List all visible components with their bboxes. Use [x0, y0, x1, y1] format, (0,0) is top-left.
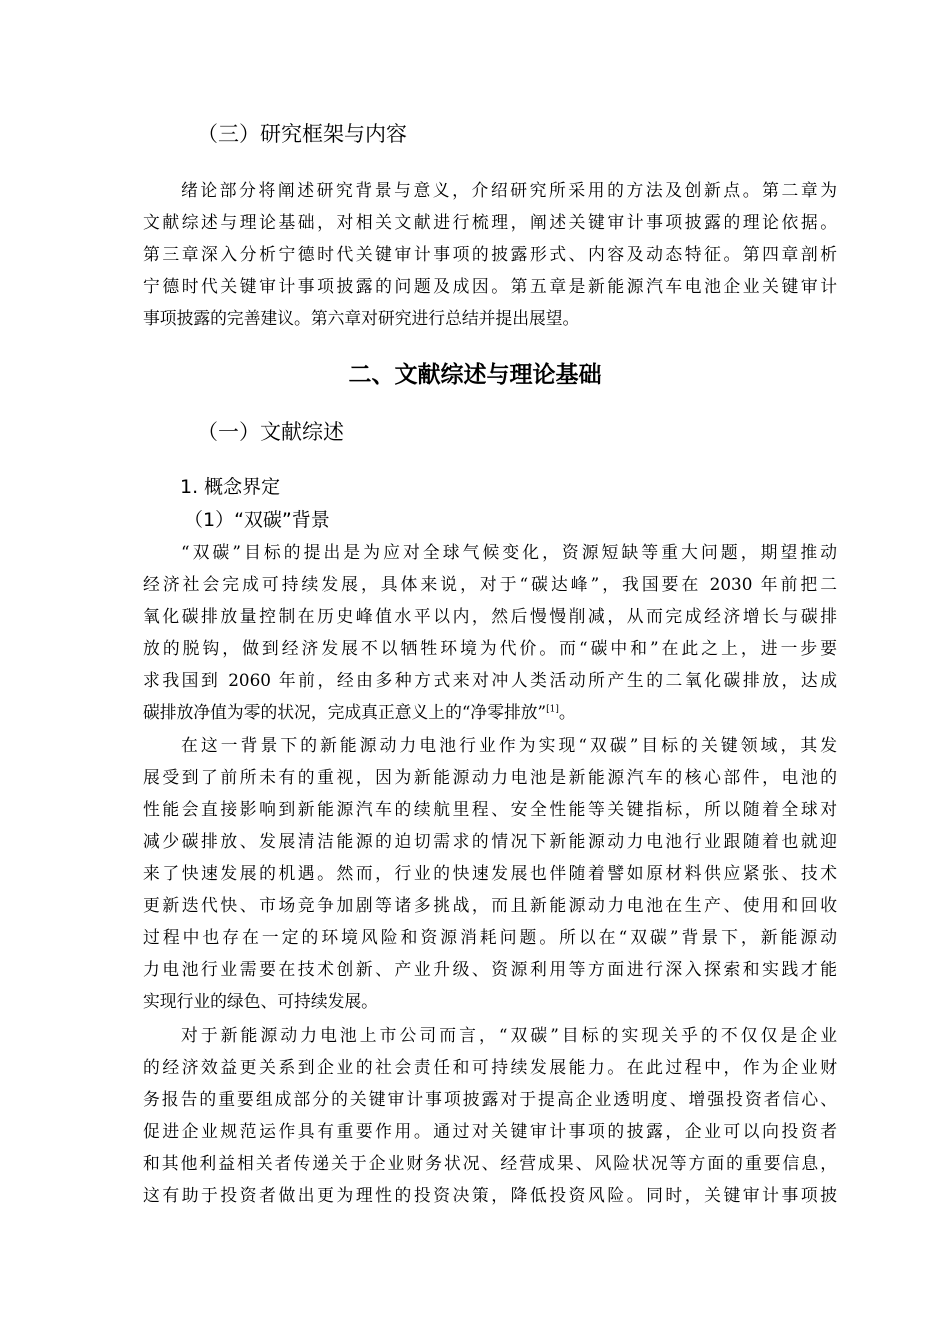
subsection-heading-concept-definition: 1. 概念界定: [180, 476, 281, 498]
paragraph-dual-carbon-goal: [143, 536, 837, 728]
paragraph-line: “双碳”目标的提出是为应对全球气候变化，资源短缺等重大问题，期望推动: [181, 542, 837, 562]
paragraph-line: 宁德时代关键审计事项披露的问题及成因。第五章是新能源汽车电池企业关键审计: [143, 276, 837, 296]
paragraph-line-text: 碳排放净值为零的状况，完成真正意义上的“净零排放”: [143, 702, 547, 722]
paragraph-research-framework: [143, 174, 837, 334]
citation-reference: [1]: [546, 704, 559, 715]
paragraph-line: 性能会直接影响到新能源汽车的续航里程、安全性能等关键指标，所以随着全球对: [143, 799, 837, 819]
paragraph-listed-companies: [143, 1019, 837, 1211]
chapter-heading-literature-review: 二、文献综述与理论基础: [348, 362, 602, 388]
paragraph-line: 经济社会完成可持续发展，具体来说，对于“碳达峰”，我国要在 2030 年前把二: [143, 574, 837, 594]
paragraph-line: 第三章深入分析宁德时代关键审计事项的披露形式、内容及动态特征。第四章剖析: [143, 244, 837, 264]
paragraph-line: 促进企业规范运作具有重要作用。通过对关键审计事项的披露，企业可以向投资者: [143, 1121, 837, 1141]
paragraph-line: 事项披露的完善建议。第六章对研究进行总结并提出展望。: [143, 308, 580, 328]
paragraph-line: 减少碳排放、发展清洁能源的迫切需求的情况下新能源动力电池行业跟随着也就迎: [143, 831, 837, 851]
paragraph-line: 对于新能源动力电池上市公司而言，“双碳”目标的实现关乎的不仅仅是企业: [181, 1025, 837, 1045]
paragraph-line: 务报告的重要组成部分的关键审计事项披露对于提高企业透明度、增强投资者信心、: [143, 1089, 837, 1109]
paragraph-battery-industry: [143, 729, 837, 1017]
paragraph-line: 绪论部分将阐述研究背景与意义，介绍研究所采用的方法及创新点。第二章为: [181, 180, 837, 200]
section-heading-research-framework: （三）研究框架与内容: [197, 122, 407, 146]
paragraph-line: 文献综述与理论基础，对相关文献进行梳理，阐述关键审计事项披露的理论依据。: [143, 212, 837, 232]
paragraph-line: 这有助于投资者做出更为理性的投资决策，降低投资风险。同时，关键审计事项披: [143, 1185, 837, 1205]
paragraph-line: 在这一背景下的新能源动力电池行业作为实现“双碳”目标的关键领域，其发: [181, 735, 837, 755]
paragraph-line: [143, 696, 837, 728]
paragraph-line: 和其他利益相关者传递关于企业财务状况、经营成果、风险状况等方面的重要信息，: [143, 1153, 837, 1173]
section-heading-literature-review: （一）文献综述: [197, 420, 344, 444]
paragraph-line: 实现行业的绿色、可持续发展。: [143, 991, 378, 1011]
subsubsection-heading-dual-carbon: （1）“双碳”背景: [184, 509, 330, 531]
paragraph-line: 的经济效益更关系到企业的社会责任和可持续发展能力。在此过程中，作为企业财: [143, 1057, 837, 1077]
paragraph-line: 更新迭代快、市场竞争加剧等诸多挑战，而且新能源动力电池在生产、使用和回收: [143, 895, 837, 915]
paragraph-line: 放的脱钩，做到经济发展不以牺牲环境为代价。而“碳中和”在此之上，进一步要: [143, 638, 837, 658]
paragraph-line: 过程中也存在一定的环境风险和资源消耗问题。所以在“双碳”背景下，新能源动: [143, 927, 837, 947]
paragraph-line: 来了快速发展的机遇。然而，行业的快速发展也伴随着譬如原材料供应紧张、技术: [143, 863, 837, 883]
paragraph-line: 力电池行业需要在技术创新、产业升级、资源利用等方面进行深入探索和实践才能: [143, 959, 837, 979]
paragraph-line-end: 。: [558, 702, 576, 722]
paragraph-line: 求我国到 2060 年前，经由多种方式来对冲人类活动所产生的二氧化碳排放，达成: [143, 670, 837, 690]
paragraph-line: 展受到了前所未有的重视，因为新能源动力电池是新能源汽车的核心部件，电池的: [143, 767, 837, 787]
paragraph-line: 氧化碳排放量控制在历史峰值水平以内，然后慢慢削减，从而完成经济增长与碳排: [143, 606, 837, 626]
